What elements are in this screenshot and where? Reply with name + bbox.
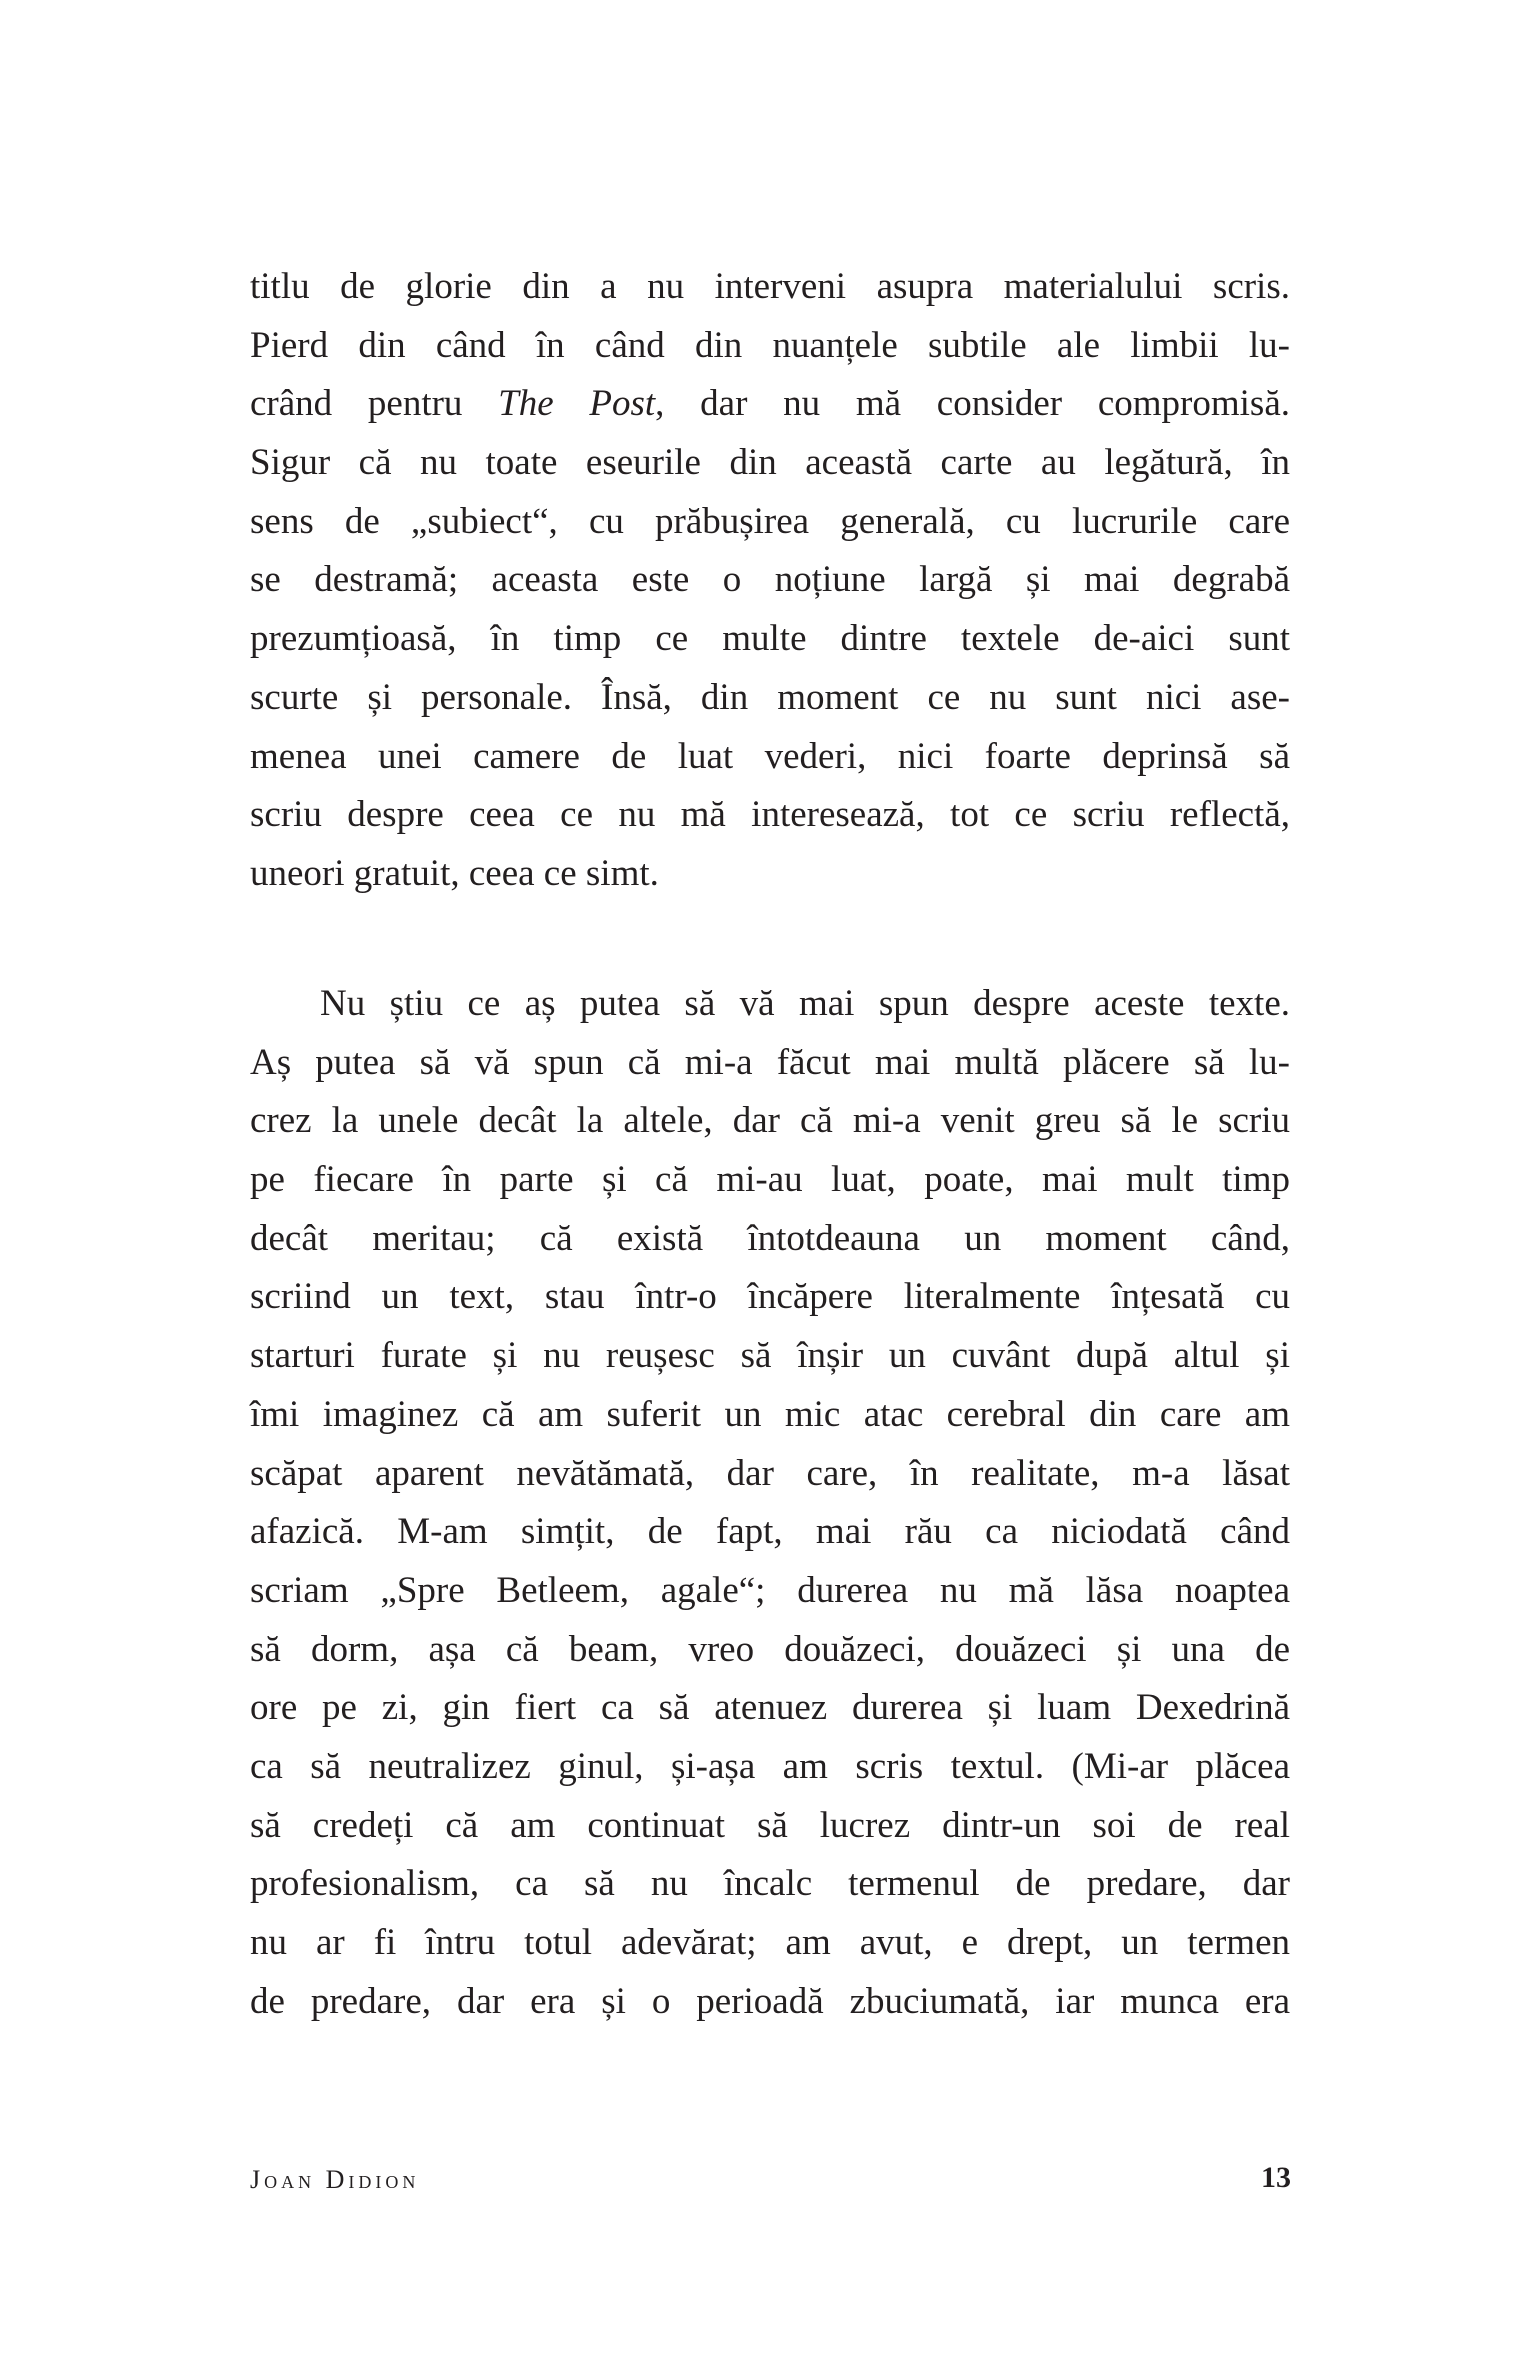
publication-title: The Post (498, 383, 656, 425)
line-text: , dar nu mă consider compromisă. (655, 383, 1290, 425)
paragraph-line: Aș putea să vă spun că mi-a făcut mai multă plăcere să lu- (250, 1041, 1290, 1083)
paragraph-line: ca să neutralizez ginul, și-așa am scris textul. (Mi-ar plăcea (250, 1745, 1290, 1787)
paragraph-line: de predare, dar era și o perioadă zbuciumată, iar munca era (250, 1980, 1290, 2022)
paragraph-line: crez la unele decât la altele, dar că mi-a venit greu să le scriu (250, 1100, 1290, 1142)
paragraph-line: ore pe zi, gin fiert ca să atenuez durerea și luam Dexedrină (250, 1687, 1290, 1729)
paragraph-line: decât meritau; că există întotdeauna un moment când, (250, 1217, 1290, 1259)
paragraph-line: uneori gratuit, ceea ce simt. (250, 852, 659, 894)
running-footer-author: Joan Didion (250, 2165, 420, 2194)
paragraph-line: să credeți că am continuat să lucrez dintr-un soi de real (250, 1804, 1290, 1846)
paragraph-line: starturi furate și nu reușesc să înșir un cuvânt după altul și (250, 1335, 1290, 1377)
paragraph-line: sens de „subiect“, cu prăbușirea generală, cu lucrurile care (250, 500, 1290, 542)
paragraph-line: scurte și personale. Însă, din moment ce nu sunt nici ase- (250, 676, 1290, 718)
paragraph-line: pe fiecare în parte și că mi-au luat, poate, mai mult timp (250, 1159, 1290, 1201)
paragraph-line: să dorm, așa că beam, vreo douăzeci, douăzeci și una de (250, 1628, 1290, 1670)
paragraph-line: scriam „Spre Betleem, agale“; durerea nu mă lăsa noaptea (250, 1569, 1290, 1611)
paragraph-line: scriind un text, stau într-o încăpere literalmente înțesată cu (250, 1276, 1290, 1318)
paragraph-line: Sigur că nu toate eseurile din această carte au legătură, în (250, 442, 1290, 484)
paragraph-line: îmi imaginez că am suferit un mic atac cerebral din care am (250, 1393, 1290, 1435)
paragraph-line: Pierd din când în când din nuanțele subtile ale limbii lu- (250, 324, 1290, 366)
paragraph-1 (250, 258, 1290, 904)
paragraph-line: profesionalism, ca să nu încalc termenul de predare, dar (250, 1863, 1290, 1905)
paragraph-line: scriu despre ceea ce nu mă interesează, tot ce scriu reflectă, (250, 794, 1290, 836)
paragraph-line: menea unei camere de luat vederi, nici foarte deprinsă să (250, 735, 1290, 777)
paragraph-line: Nu știu ce aș putea să vă mai spun despre aceste texte. (320, 983, 1290, 1024)
paragraph-line: nu ar fi întru totul adevărat; am avut, e drept, un termen (250, 1922, 1290, 1963)
paragraph-2 (250, 975, 1290, 2031)
paragraph-line: scăpat aparent nevătămată, dar care, în realitate, m-a lăsat (250, 1452, 1290, 1494)
paragraph-line (250, 375, 1290, 434)
paragraph-line: se destramă; aceasta este o noțiune largă și mai degrabă (250, 559, 1290, 601)
paragraph-line: afazică. M-am simțit, de fapt, mai rău ca niciodată când (250, 1511, 1290, 1553)
paragraph-line: titlu de glorie din a nu interveni asupra materialului scris. (250, 266, 1290, 307)
paragraph-line: prezumțioasă, în timp ce multe dintre textele de-aici sunt (250, 618, 1290, 660)
line-text: crând pentru (250, 383, 499, 425)
page-number: 13 (1261, 2161, 1291, 2194)
